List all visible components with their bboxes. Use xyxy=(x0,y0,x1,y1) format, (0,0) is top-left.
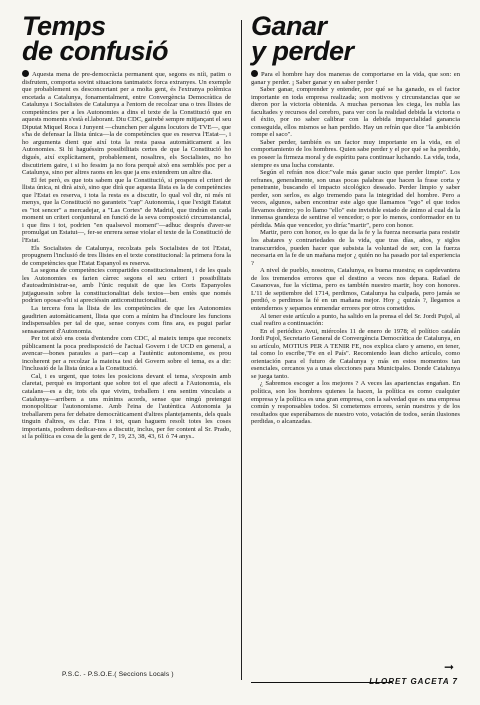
right-article-title xyxy=(251,11,460,66)
right-paragraph: Al tener este artículo a punto, ha salido en la prensa el del Sr. Jordi Pujol, al cual reafiro a continuación: xyxy=(251,312,460,328)
left-paragraph: Aquesta mena de pre-democràcia permanent que, segons es niíi, patim o disfrutem, comporta sovint situacions tantmateix forca extranyes. Un exemple que probablement es desconcertant per a molta gent, és l'extranya polèmica encetada a Catalunya, fonamentalment, entre Convergència Democràtica de Catalunya i Socialistes de Catalunya a l'entorn de recolzar una o tres llistes de competències per a les Autonomies a dins el texte de la Constitució que en aquests moments s'està el.laborant. Diu CDC, gairebé sempre mitjançant el seu Diputat Miquel Roca i Junyent —chunchen per alguns locutors de TVE—, que s'ha de defensar la llista única—la de competències que es reserva l'Estat—, i ho argumenta dient que així tota la resta passa automàticament a les Autonomies. Si hi haguéssim possibilitats certes de que la Constitució ho digués, així explícitament, probablement, nosaltres, els Socialistes, no ho discutiriem gaire, i si ho fessim ja no fora perquè això ens semblés poc per a Catalunya, sino per altres raons en les que ja ens extendrem un altre dia. xyxy=(22,71,231,177)
left-article xyxy=(22,11,231,441)
bullet-icon xyxy=(251,70,258,77)
right-paragraph: Saber perder, también es un factor muy importante en la vida, en el comportamiento de los hombres. Quien sabe perder y el por qué se ha perdido, es poseer la firmeza moral y de espíritu para continuar luchando. La vida, toda, siempre es una lucha constante. xyxy=(251,138,460,169)
right-article xyxy=(251,11,460,426)
left-title-line2: de confusió xyxy=(22,36,169,66)
right-paragraph: Martir, pero con honor, es lo que da la fe y la fuerza necesaria para resistir los abatares y contrariedades de la vida, que tras días, años, y siglos transcurridos, pueden hacer que subsista la voluntad de ser, con la fuerza necesaria en la fe de un mañana mejor ¿ quién no ha pasado por tal experiencia ? xyxy=(251,229,460,267)
page-footer: LLORET GACETA 7 xyxy=(369,677,458,686)
left-paragraph: El fet però, es que tots sabem que la Constitució, si prospera el criteri de llista única, ni dirà això, sino que dirà que aquesta llista es la de competències que l'Estat es reserva, i tota la resta es a discutir, lo qual vol dir, ni més ni menys, que la Constitució no garanteix "cap" Autonomia, i que l'exigit Estatut es "tot sencer" a mercadejar, a "Las Cortes" de Madrid, que tindràn en cada moment un criteri conjuntural en funció de la seva composició circumstancial, i que fins i tot, podrien "en qualsevol moment"—adhuc després d'aver-se promulgat un Estatut—, fer-se enrrera sense violar el texte de la Constitució de l'Estat. xyxy=(22,176,231,245)
right-title-line2: y perder xyxy=(251,36,354,66)
column-divider xyxy=(241,20,242,680)
right-paragraph: Según el refrán nos dice:"vale más ganar sucio que perder limpio". Los refranes, generalmente, son unas pocas palabras que hacen la frase corta y penetrante, buscando el impacto sicológico deseado. Perder limpio y saber perder, son serlos, es algo tremendo para la integridad del hombre. Pero a veces, algunos, saben encontrar este algo que llamamos "ego" el que todos llevamos dentro; yo lo llamo "ello" este invisible estado de ánimo al cual da la inmensa grandeza de sentirse el vencedor; o por lo menos, conformador en tu pérdida. Más que vencedor, yo diría:"martir", pero con honor. xyxy=(251,169,460,229)
left-paragraph: Per tot això ens costa d'entendre com CDC, al mateix temps que reconeix públicament la poca predisposició de l'actual Govern i de UCD en general, a avencar—bones paraules a part—cap a l'autèntic autonomisme, es prou incoherent per a recolzar la mateixa tesi del Govern sobre el tema, es a dir: l'inclussió de la llista única a la Constitució. xyxy=(22,335,231,373)
left-paragraph: Cal, i es urgent, que totes les posicions devant el tema, s'exposin amb claretat, perquè es important que sobre tot el que afecti a l'Autonomia, els catalans—es a dir, tots els que vivim, treballem i ens sentim vinculats a Catalunya—arribem a uns mínims acords, sense que ningú pretengui monopolitzar l'autonomisme. Amb l'eina de l'autèntica Autonomia ja treballarem pera fer debatre democràticament d'altres plantejaments, dels quals tinguin d'altres, es clar. Fins i tot, quan haguem resolt totes les coses importants, podrem dedicar-nos a discutir, inclus, per fer content al Sr. Prado, si la política es cosa de la gent de 7, 19, 23, 38, 43, 61 ó 74 anys.. xyxy=(22,372,231,441)
right-paragraph: En el periódico Avui, miércoles 11 de enero de 1978; el político catalán Jordi Pujol, Secretario General de Convergència Democràtica de Catalunya, en su artículo, MOTIUS PER A TENIR FE, nos explica claro y ameno, en tener, tal como lo escribe,"Fe en el País". Recomiendo lean dicho artículo, como orientación para el futuro de Catalunya y más en estos momentos tan esenciales, cercanos ya a unas elecciones para Municipales. Donde Catalunya se juega tanto. xyxy=(251,327,460,380)
continue-arrow-icon: ➞ xyxy=(443,660,454,674)
left-title-line1: Temps xyxy=(22,11,106,41)
left-paragraph: La segona de competències compartides constitucionalment, i de les quals les Autonomies es farien càrrec segons el seu criteri i possibilitats d'autoadministrar-se, amb l'únic requisit de que les Corts Espanyoles jutjaguessin sobre la constitucionalitat dels textos—ben entès que només podrien oposar-s'hi si apreciéssin anticonstitucionalitat. xyxy=(22,267,231,305)
left-article-title xyxy=(22,11,231,66)
right-paragraph: Para el hombre hay dos maneras de comportarse en la vida, que son: en ganar y perder. ¡ Saber ganar y en saber perder ! xyxy=(251,71,460,86)
right-paragraph: ¿ Sabremos escoger a los mejores ? A veces las apariencias engañan. En política, son los hombres quienes la hacen, la política es como cualquier empresa y la política es una gran empresa, con la salvedad que es una empresa común y responsables todos. Si cometemos errores, serán nuestros y de los resultados que esperábamos de nuestro voto, votación de todos, serán ilusiones perdidas, o alcanzadas. xyxy=(251,380,460,426)
right-paragraph: A nivel de pueblo, nosotros, Catalunya, es buena muestra; es capdevantera de los tremendos errores que el destino a veces nos depara. Rafael de Casanovas, fue la víctima, pero es también nuestro martir, hoy con honores. L'11 de septiembre del 1714, perdimos, Catalunya ha culpada, pero jamás se perdió, o perdimos la fé en un mañana mejor. Hoy ¿ quizás ?, llegamos a entendernos y sepamos enmendar errores por otros cometidos. xyxy=(251,267,460,312)
right-title-line1: Ganar xyxy=(251,11,327,41)
signature: P.S.C. - P.S.O.E.( Seccions Locals ) xyxy=(62,671,174,678)
left-paragraph: La tercera fora la llista de les competències de que les Autonomies gaudirien automàticament, llista que com a mínim ha d'incloure les funcions indispensables per tal de que, sense conyes com fins ara, es pugui parlar sensasament d'Autonomia. xyxy=(22,304,231,335)
bullet-icon xyxy=(22,70,29,77)
left-paragraph: Els Socialistes de Catalunya, recolzats pels Socialistes de tot l'Estat, propugnem l'inclusió de tres llistes en el texte constitucional: la primera fora la de competències que l'Estat Espanyol es reserva. xyxy=(22,244,231,267)
right-paragraph: Saber ganar, comprender y entender, por qué se ha ganado, es el factor importante en toda empresa realizada; son motivos y circunstancias que se dieron por la victoria obtenida. A muchas personas les ciega, les nubla las facultades y recursos del cerebro, para ver con la realidad debida la victoria o el éxito, por no saber calibrar con la debida imparcialidad ganancia conseguida, ellos mismos se han perdido. Hay un refrán que dice "la ambición rompe el saco". xyxy=(251,86,460,139)
newspaper-page xyxy=(22,11,462,694)
